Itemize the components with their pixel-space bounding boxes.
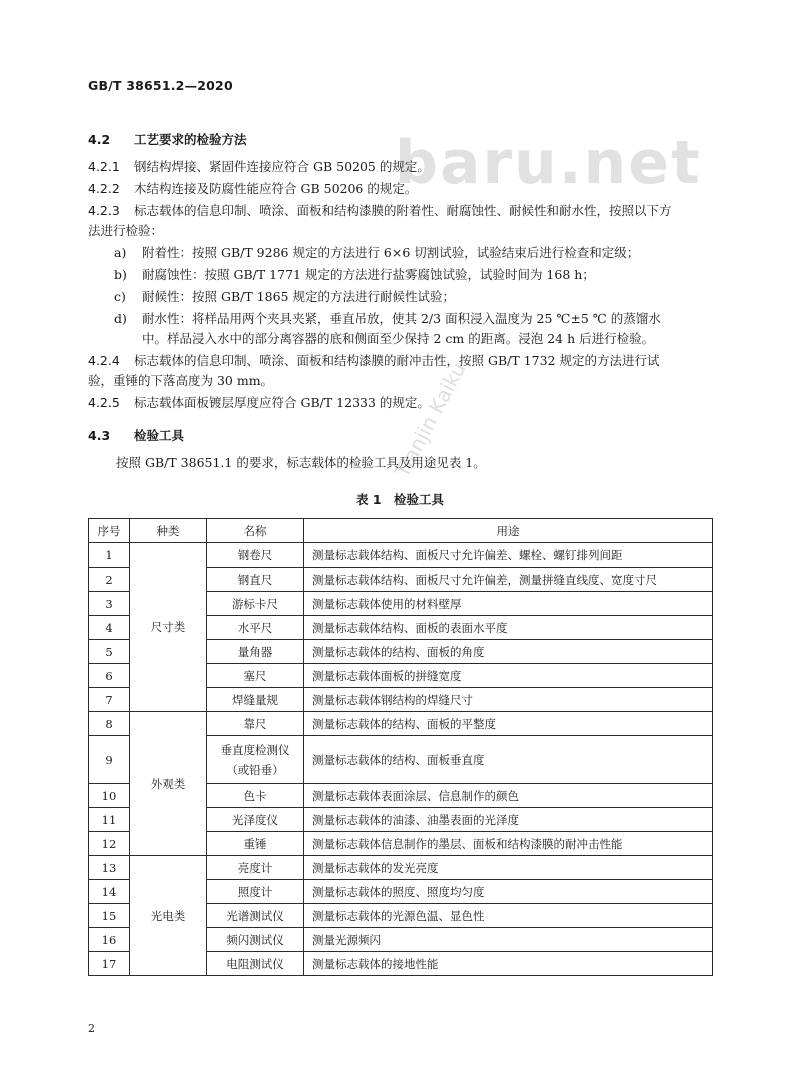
tool-use: 测量标志载体结构、面板尺寸允许偏差，测量拼缝直线度、宽度寸尺 [304, 568, 713, 592]
list-label: a) [114, 245, 127, 260]
tool-use: 测量标志载体的发光亮度 [304, 856, 713, 880]
standard-number-header: GB/T 38651.2—2020 [88, 78, 233, 93]
list-text: 附着性：按照 GB/T 9286 规定的方法进行 6×6 切割试验，试验结束后进行检查和定级； [142, 245, 640, 260]
tool-name: 量角器 [207, 640, 304, 664]
tool-name: 亮度计 [207, 856, 304, 880]
tool-use: 测量标志载体面板的拼缝宽度 [304, 664, 713, 688]
section-title: 检验工具 [134, 428, 185, 443]
list-item-d [114, 310, 661, 328]
tool-name: 钢卷尺 [207, 543, 304, 568]
header-cell: 用途 [304, 519, 713, 543]
tool-name: 电阻测试仪 [207, 952, 304, 976]
clause-4-2-3 [88, 202, 672, 220]
tool-use: 测量标志载体的光源色温、显色性 [304, 904, 713, 928]
paragraph-4-3: 按照 GB/T 38651.1 的要求，标志载体的检验工具及用途见表 1。 [116, 455, 486, 470]
clause-number: 4.2.5 [88, 395, 120, 410]
row-number: 16 [89, 928, 130, 952]
page-number: 2 [88, 1022, 95, 1035]
clause-number: 4.2.1 [88, 159, 120, 174]
tool-use: 测量标志载体信息制作的墨层、面板和结构漆膜的耐冲击性能 [304, 832, 713, 856]
table-caption: 表 1 检验工具 [355, 492, 445, 507]
watermark: baru.net [395, 128, 702, 198]
list-text: 耐候性：按照 GB/T 1865 规定的方法进行耐候性试验； [142, 289, 455, 304]
table-row [89, 543, 713, 568]
tool-use: 测量标志载体钢结构的焊缝尺寸 [304, 688, 713, 712]
list-label: d) [114, 311, 127, 326]
row-number: 9 [89, 736, 130, 784]
row-number: 7 [89, 688, 130, 712]
clause-text: 钢结构焊接、紧固件连接应符合 GB 50205 的规定。 [134, 159, 430, 174]
tool-use: 测量标志载体的油漆、油墨表面的光泽度 [304, 808, 713, 832]
row-number: 2 [89, 568, 130, 592]
section-4-2-heading [88, 130, 247, 148]
row-number: 12 [89, 832, 130, 856]
clause-text: 标志载体的信息印制、喷涂、面板和结构漆膜的耐冲击性，按照 GB/T 1732 规定的方法进行试 [134, 353, 660, 368]
list-item-a [114, 244, 639, 262]
tool-name: 钢直尺 [207, 568, 304, 592]
category-cell: 尺寸类 [130, 543, 207, 712]
row-number: 13 [89, 856, 130, 880]
tool-use: 测量标志载体结构、面板的表面水平度 [304, 616, 713, 640]
row-number: 15 [89, 904, 130, 928]
tool-name-line1: 垂直度检测仪 [220, 742, 290, 757]
tool-use: 测量标志载体的接地性能 [304, 952, 713, 976]
clause-4-2-1 [88, 158, 430, 176]
clause-text: 木结构连接及防腐性能应符合 GB 50206 的规定。 [134, 181, 418, 196]
section-title: 工艺要求的检验方法 [134, 132, 247, 147]
list-item-c [114, 288, 455, 306]
tool-name: 游标卡尺 [207, 592, 304, 616]
tool-use: 测量标志载体结构、面板尺寸允许偏差、螺栓、螺钉排列间距 [304, 543, 713, 568]
section-number: 4.3 [88, 428, 111, 443]
list-item-d-continued: 中。样品浸入水中的部分离容器的底和侧面至少保持 2 cm 的距离。浸泡 24 h 后进行检验。 [142, 331, 655, 346]
table-row [89, 712, 713, 736]
list-label: b) [114, 267, 127, 282]
section-number: 4.2 [88, 132, 111, 147]
tool-name: 水平尺 [207, 616, 304, 640]
tool-use: 测量标志载体使用的材料壁厚 [304, 592, 713, 616]
section-4-3-heading [88, 426, 184, 444]
tool-use: 测量标志载体表面涂层、信息制作的颜色 [304, 784, 713, 808]
table-row [89, 856, 713, 880]
row-number: 5 [89, 640, 130, 664]
list-item-b [114, 266, 595, 284]
tool-name: 焊缝量规 [207, 688, 304, 712]
tool-name [207, 736, 304, 784]
clause-number: 4.2.3 [88, 203, 120, 218]
clause-number: 4.2.4 [88, 353, 120, 368]
tool-name: 重锤 [207, 832, 304, 856]
tool-name: 塞尺 [207, 664, 304, 688]
row-number: 11 [89, 808, 130, 832]
tool-name: 色卡 [207, 784, 304, 808]
list-text: 耐腐蚀性：按照 GB/T 1771 规定的方法进行盐雾腐蚀试验，试验时间为 168 h； [142, 267, 595, 282]
tool-use: 测量光源频闪 [304, 928, 713, 952]
header-cell: 名称 [207, 519, 304, 543]
row-number: 4 [89, 616, 130, 640]
tool-name: 光谱测试仪 [207, 904, 304, 928]
clause-4-2-2 [88, 180, 417, 198]
row-number: 1 [89, 543, 130, 568]
table-header-row [89, 519, 713, 543]
tool-use: 测量标志载体的照度、照度均匀度 [304, 880, 713, 904]
tool-name: 靠尺 [207, 712, 304, 736]
clause-4-2-3-continued: 法进行检验： [88, 223, 164, 238]
tool-name-line2: （或铅垂） [226, 762, 284, 777]
tool-use: 测量标志载体的结构、面板的平整度 [304, 712, 713, 736]
tool-use: 测量标志载体的结构、面板的角度 [304, 640, 713, 664]
list-label: c) [114, 289, 126, 304]
tool-name: 照度计 [207, 880, 304, 904]
tool-name: 频闪测试仪 [207, 928, 304, 952]
clause-4-2-5 [88, 394, 430, 412]
tool-name: 光泽度仪 [207, 808, 304, 832]
list-text: 耐水性：将样品用两个夹具夹紧，垂直吊放，使其 2/3 面积浸入温度为 25 ℃±5 ℃ 的蒸馏水 [142, 311, 661, 326]
clause-number: 4.2.2 [88, 181, 120, 196]
clause-4-2-4-continued: 验，重锤的下落高度为 30 mm。 [88, 373, 274, 388]
header-cell: 序号 [89, 519, 130, 543]
clause-4-2-4 [88, 352, 659, 370]
row-number: 14 [89, 880, 130, 904]
row-number: 10 [89, 784, 130, 808]
row-number: 17 [89, 952, 130, 976]
row-number: 6 [89, 664, 130, 688]
clause-text: 标志载体面板镀层厚度应符合 GB/T 12333 的规定。 [134, 395, 430, 410]
tool-use: 测量标志载体的结构、面板垂直度 [304, 736, 713, 784]
inspection-tools-table [88, 518, 713, 976]
category-cell: 外观类 [130, 712, 207, 856]
header-cell: 种类 [130, 519, 207, 543]
row-number: 8 [89, 712, 130, 736]
category-cell: 光电类 [130, 856, 207, 976]
clause-text: 标志载体的信息印制、喷涂、面板和结构漆膜的附着性、耐腐蚀性、耐候性和耐水性，按照以下方 [134, 203, 672, 218]
row-number: 3 [89, 592, 130, 616]
watermark-diagonal: Tianjin Kaiku [390, 358, 471, 482]
